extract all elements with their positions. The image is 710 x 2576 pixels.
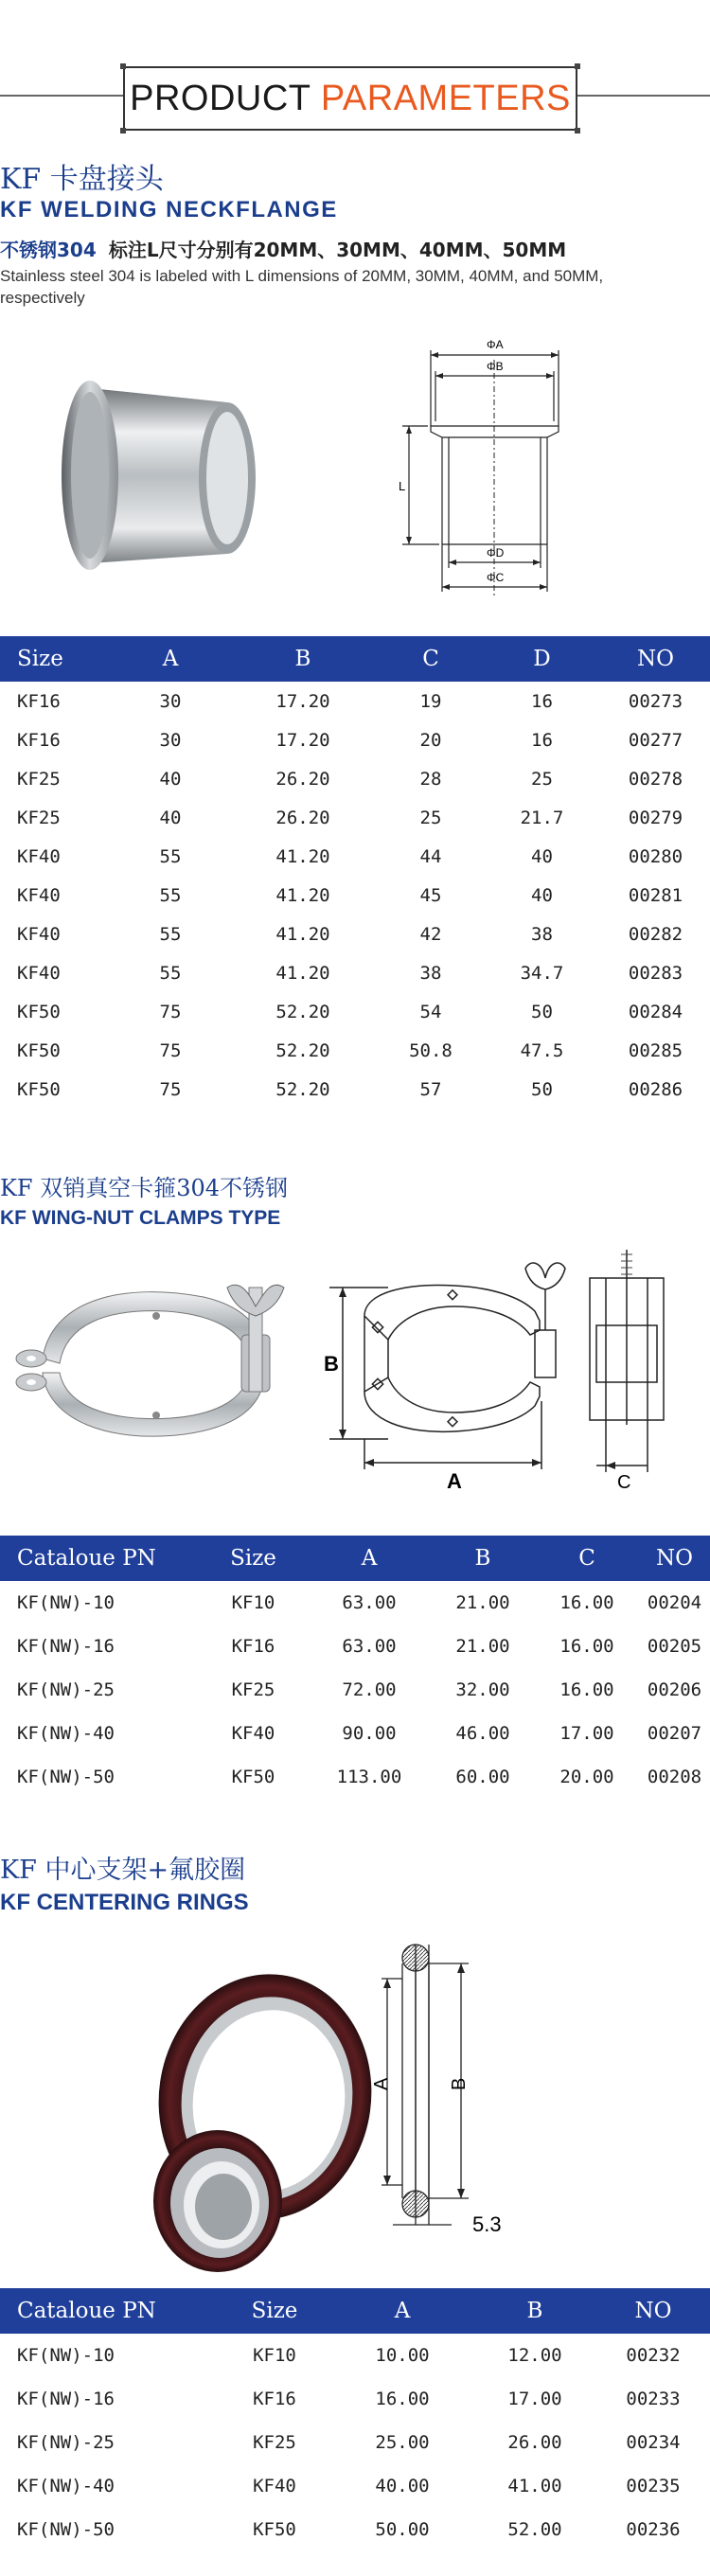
table-cell: 21.7 xyxy=(520,807,564,828)
column-header: B xyxy=(431,1536,535,1581)
table-cell: KF(NW)-50 xyxy=(17,2519,115,2540)
table-row xyxy=(0,915,710,953)
table-cell: 19 xyxy=(419,690,442,712)
diagram-label-phi-a: ΦA xyxy=(487,338,504,351)
table-cell: KF(NW)-10 xyxy=(17,1592,115,1613)
table-cell: KF16 xyxy=(253,2389,296,2409)
table-cell: 26.00 xyxy=(507,2432,562,2453)
column-header: Size xyxy=(199,1536,308,1581)
diagram-label-phi-b: ΦB xyxy=(487,360,504,373)
table-header-row xyxy=(0,2288,710,2334)
table-row xyxy=(0,1581,710,1625)
section1-title-cn: KF 卡盘接头 xyxy=(0,163,164,196)
table-cell: 12.00 xyxy=(507,2345,562,2366)
page-title-word1: PRODUCT xyxy=(130,79,311,118)
table-cell: 20.00 xyxy=(559,1767,614,1787)
table-cell: 55 xyxy=(159,962,182,984)
table-cell: KF(NW)-40 xyxy=(17,1723,115,1744)
ring-label-a: A xyxy=(371,2077,392,2090)
clamp-diagram xyxy=(322,1250,701,1491)
table-row xyxy=(0,798,710,837)
table-cell: 16 xyxy=(531,729,553,751)
table-row xyxy=(0,992,710,1031)
section1-title-en: KF WELDING NECKFLANGE xyxy=(0,197,338,222)
table-row xyxy=(0,1625,710,1668)
table-cell: KF40 xyxy=(17,845,61,867)
section1-description: Stainless steel 304 is labeled with L dimensions of 20MM, 30MM, 40MM, and 50MM, respectively xyxy=(0,267,604,307)
table-cell: 41.20 xyxy=(275,845,330,867)
table-cell: 41.20 xyxy=(275,884,330,906)
table-cell: 52.00 xyxy=(507,2519,562,2540)
table-cell: 40 xyxy=(531,884,553,906)
table-cell: 41.20 xyxy=(275,923,330,945)
table-row xyxy=(0,720,710,759)
table-cell: 52.20 xyxy=(275,1078,330,1100)
clamp-spec-table xyxy=(0,1536,710,1799)
table-cell: 63.00 xyxy=(342,1592,397,1613)
table-cell: 00286 xyxy=(628,1078,683,1100)
table-cell: KF50 xyxy=(17,1078,61,1100)
table-cell: 38 xyxy=(419,962,442,984)
table-cell: 50.8 xyxy=(409,1039,453,1061)
column-header: NO xyxy=(639,1536,710,1581)
table-cell: 21.00 xyxy=(455,1592,510,1613)
table-row xyxy=(0,837,710,876)
table-cell: 17.20 xyxy=(275,690,330,712)
neckflange-spec-table xyxy=(0,636,710,1109)
table-cell: 52.20 xyxy=(275,1039,330,1061)
section1-material: 不锈钢304 xyxy=(0,239,97,261)
table-cell: 55 xyxy=(159,884,182,906)
column-header: A xyxy=(331,2288,473,2334)
table-cell: 72.00 xyxy=(342,1679,397,1700)
table-row xyxy=(0,682,710,720)
table-cell: 16.00 xyxy=(375,2389,430,2409)
table-cell: KF40 xyxy=(17,884,61,906)
table-cell: 00234 xyxy=(626,2432,681,2453)
diagram-label-phi-d: ΦD xyxy=(487,546,505,560)
table-cell: 10.00 xyxy=(375,2345,430,2366)
table-cell: KF25 xyxy=(231,1679,275,1700)
table-cell: 17.20 xyxy=(275,729,330,751)
table-cell: 50 xyxy=(531,1001,553,1022)
table-cell: 00278 xyxy=(628,768,683,790)
table-cell: 26.20 xyxy=(275,768,330,790)
table-cell: 42 xyxy=(419,923,442,945)
table-cell: 30 xyxy=(159,690,182,712)
table-header-row xyxy=(0,636,710,682)
table-row xyxy=(0,876,710,915)
table-cell: 00282 xyxy=(628,923,683,945)
table-cell: 00233 xyxy=(626,2389,681,2409)
clamp-label-b: B xyxy=(324,1352,339,1376)
column-header: NO xyxy=(601,636,710,682)
table-cell: 00279 xyxy=(628,807,683,828)
ring-label-thickness: 5.3 xyxy=(472,2212,502,2236)
table-cell: 00277 xyxy=(628,729,683,751)
table-cell: 40.00 xyxy=(375,2476,430,2496)
table-cell: 46.00 xyxy=(455,1723,510,1744)
table-row xyxy=(0,1668,710,1712)
table-cell: 00280 xyxy=(628,845,683,867)
table-row xyxy=(0,2334,710,2377)
table-cell: KF(NW)-16 xyxy=(17,1636,115,1657)
table-cell: 55 xyxy=(159,923,182,945)
table-cell: 25 xyxy=(419,807,442,828)
table-cell: 00232 xyxy=(626,2345,681,2366)
table-cell: 00235 xyxy=(626,2476,681,2496)
table-cell: KF16 xyxy=(231,1636,275,1657)
table-cell: 57 xyxy=(419,1078,442,1100)
table-cell: KF40 xyxy=(231,1723,275,1744)
table-row xyxy=(0,1712,710,1755)
centering-ring-diagram xyxy=(371,1922,516,2272)
table-row xyxy=(0,953,710,992)
table-cell: 00205 xyxy=(647,1636,702,1657)
table-cell: KF(NW)-10 xyxy=(17,2345,115,2366)
table-row xyxy=(0,2377,710,2421)
table-cell: KF25 xyxy=(253,2432,296,2453)
table-cell: 00206 xyxy=(647,1679,702,1700)
table-cell: 00236 xyxy=(626,2519,681,2540)
column-header: C xyxy=(379,636,483,682)
table-cell: 16.00 xyxy=(559,1679,614,1700)
table-cell: 00204 xyxy=(647,1592,702,1613)
table-cell: KF(NW)-16 xyxy=(17,2389,115,2409)
table-cell: 47.5 xyxy=(520,1039,564,1061)
table-cell: 32.00 xyxy=(455,1679,510,1700)
table-cell: 34.7 xyxy=(520,962,564,984)
table-cell: 16.00 xyxy=(559,1592,614,1613)
clamp-label-c: C xyxy=(617,1472,631,1493)
section3-title: KF 中心支架+氟胶圈 xyxy=(0,1856,246,1885)
table-cell: 63.00 xyxy=(342,1636,397,1657)
table-cell: KF10 xyxy=(231,1592,275,1613)
table-row xyxy=(0,1755,710,1799)
column-header: B xyxy=(227,636,379,682)
page-title xyxy=(123,66,577,131)
table-cell: KF50 xyxy=(253,2519,296,2540)
section2-title: KF 双销真空卡箍304不锈钢 xyxy=(0,1175,289,1201)
table-cell: KF10 xyxy=(253,2345,296,2366)
table-cell: KF25 xyxy=(17,807,61,828)
section1-spec-line xyxy=(0,235,566,262)
table-cell: 26.20 xyxy=(275,807,330,828)
table-cell: 50 xyxy=(531,1078,553,1100)
neckflange-diagram xyxy=(388,331,596,606)
table-cell: 40 xyxy=(159,807,182,828)
table-cell: 75 xyxy=(159,1039,182,1061)
table-row xyxy=(0,2508,710,2551)
table-cell: 25.00 xyxy=(375,2432,430,2453)
column-header: Cataloue PN xyxy=(0,1536,199,1581)
table-row xyxy=(0,1031,710,1070)
diagram-label-phi-c: ΦC xyxy=(487,571,505,584)
column-header: C xyxy=(535,1536,639,1581)
table-cell: 28 xyxy=(419,768,442,790)
column-header: NO xyxy=(596,2288,710,2334)
table-cell: 00207 xyxy=(647,1723,702,1744)
table-cell: 00273 xyxy=(628,690,683,712)
table-cell: 16.00 xyxy=(559,1636,614,1657)
table-cell: KF(NW)-25 xyxy=(17,1679,115,1700)
table-cell: KF16 xyxy=(17,729,61,751)
table-cell: 20 xyxy=(419,729,442,751)
table-cell: 60.00 xyxy=(455,1767,510,1787)
table-cell: KF40 xyxy=(253,2476,296,2496)
table-cell: 17.00 xyxy=(559,1723,614,1744)
centering-ring-spec-table xyxy=(0,2288,710,2551)
table-cell: 25 xyxy=(531,768,553,790)
table-cell: 21.00 xyxy=(455,1636,510,1657)
centering-rings-photo xyxy=(142,1969,379,2282)
page-title-word2: PARAMETERS xyxy=(320,79,571,118)
ring-label-b: B xyxy=(449,2077,470,2090)
column-header: Size xyxy=(218,2288,331,2334)
clamp-photo xyxy=(14,1269,317,1458)
table-header-row xyxy=(0,1536,710,1581)
table-cell: 44 xyxy=(419,845,442,867)
table-row xyxy=(0,759,710,798)
table-cell: 52.20 xyxy=(275,1001,330,1022)
table-cell: 40 xyxy=(159,768,182,790)
table-cell: 90.00 xyxy=(342,1723,397,1744)
diagram-label-l: L xyxy=(399,479,406,493)
table-cell: 16 xyxy=(531,690,553,712)
table-row xyxy=(0,2421,710,2464)
table-cell: 30 xyxy=(159,729,182,751)
table-cell: 00208 xyxy=(647,1767,702,1787)
table-cell: 55 xyxy=(159,845,182,867)
table-cell: 75 xyxy=(159,1078,182,1100)
table-cell: KF40 xyxy=(17,962,61,984)
table-cell: KF40 xyxy=(17,923,61,945)
table-cell: 54 xyxy=(419,1001,442,1022)
table-cell: 00281 xyxy=(628,884,683,906)
table-cell: KF(NW)-50 xyxy=(17,1767,115,1787)
section2-title-en: KF WING-NUT CLAMPS TYPE xyxy=(0,1207,281,1229)
clamp-label-a: A xyxy=(447,1469,462,1493)
table-cell: 50.00 xyxy=(375,2519,430,2540)
table-cell: 45 xyxy=(419,884,442,906)
table-cell: 00283 xyxy=(628,962,683,984)
table-cell: 41.20 xyxy=(275,962,330,984)
column-header: A xyxy=(308,1536,431,1581)
table-row xyxy=(0,1070,710,1109)
table-cell: KF(NW)-25 xyxy=(17,2432,115,2453)
table-cell: 113.00 xyxy=(336,1767,402,1787)
table-cell: KF25 xyxy=(17,768,61,790)
column-header: Size xyxy=(0,636,114,682)
table-cell: 17.00 xyxy=(507,2389,562,2409)
table-cell: 38 xyxy=(531,923,553,945)
table-cell: 40 xyxy=(531,845,553,867)
column-header: A xyxy=(114,636,227,682)
section1-dims: 标注L尺寸分别有20MM、30MM、40MM、50MM xyxy=(108,239,567,261)
section3-title-en: KF CENTERING RINGS xyxy=(0,1890,249,1915)
column-header: B xyxy=(473,2288,596,2334)
table-row xyxy=(0,2464,710,2508)
table-cell: 75 xyxy=(159,1001,182,1022)
table-cell: 00284 xyxy=(628,1001,683,1022)
table-cell: 41.00 xyxy=(507,2476,562,2496)
table-cell: KF50 xyxy=(17,1001,61,1022)
column-header: D xyxy=(483,636,601,682)
table-cell: KF50 xyxy=(231,1767,275,1787)
table-cell: KF50 xyxy=(17,1039,61,1061)
table-cell: 00285 xyxy=(628,1039,683,1061)
table-cell: KF(NW)-40 xyxy=(17,2476,115,2496)
column-header: Cataloue PN xyxy=(0,2288,218,2334)
table-cell: KF16 xyxy=(17,690,61,712)
neckflange-photo xyxy=(52,350,260,596)
